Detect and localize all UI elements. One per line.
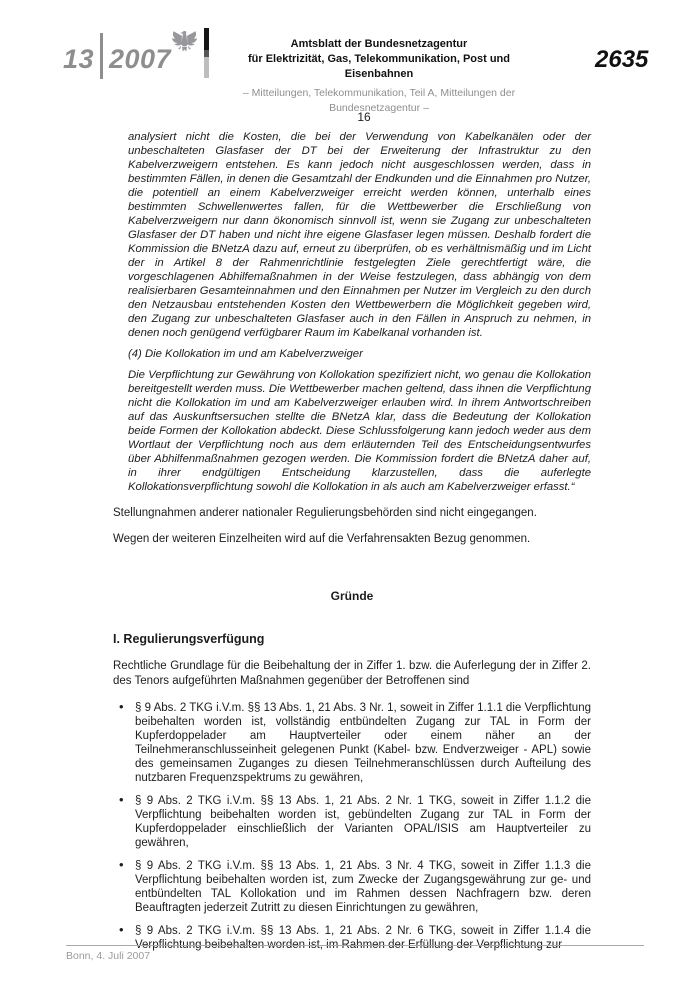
legal-basis-intro: Rechtliche Grundlage für die Beibehaltung der in Ziffer 1. bzw. die Auferlegung der in Ziffer 2. des Tenors aufgeführten Maßnahmen gegenüber der Betroffenen sind bbox=[113, 660, 591, 687]
subsection-heading-regulierungsverfuegung: I. Regulierungsverfügung bbox=[113, 632, 265, 646]
quoted-subheading: (4) Die Kollokation im und am Kabelverzweiger bbox=[128, 348, 363, 360]
section-heading-gruende: Gründe bbox=[330, 589, 374, 603]
running-page-code: 2635 bbox=[595, 46, 649, 73]
issue-year: 2007 bbox=[109, 44, 172, 74]
header-divider-bar bbox=[204, 28, 209, 78]
provision-item-4: • § 9 Abs. 2 TKG i.V.m. §§ 13 Abs. 1, 21 Abs. 2 Nr. 6 TKG, soweit in Ziffer 1.1.4 die Verpflichtung beibehalten worden ist, im Rahmen der Erfüllung der Verpflichtung zur bbox=[113, 924, 591, 952]
statement-other-regulators: Stellungnahmen anderer nationaler Regulierungsbehörden sind nicht eingegangen. bbox=[113, 507, 537, 519]
issue-number: 13 bbox=[63, 44, 95, 74]
provision-item-2: • § 9 Abs. 2 TKG i.V.m. §§ 13 Abs. 1, 21 Abs. 2 Nr. 1 TKG, soweit in Ziffer 1.1.2 die Verpflichtung beibehalten worden ist, gebündelten Zugang zur TAL in Form der Kupferdoppelader einschließlich der Varianten OPAL/ISIS am Hauptverteiler zu gewähren, bbox=[113, 794, 591, 850]
quoted-paragraph-1: analysiert nicht die Kosten, die bei der Verwendung von Kabelkanälen oder der unbeschalteten Glasfaser der DT bei der Erweiterung der Infrastruktur zu den Kabelverzweigern entstehen. Es kann jedoch nicht ausgeschlossen werden, dass in bestimmten Fällen, in denen die Gesamtzahl der Endkunden und die Einnahmen pro Nutzer, die potentiell an einem Kabelverzweiger erreicht werden können, unterhalb eines bestimmten Schwellenwertes fallen, für die Wettbewerber die Erschließung von Kabelverzweigern nur dann ökonomisch sinnvoll ist, wenn sie Zugang zur unbeschalteten Glasfaser der DT haben und nicht ihre eigene Glasfaser legen müssen. Deshalb fordert die Kommission die BNetzA dazu auf, erneut zu überprüfen, ob es verhältnismäßig und im Licht der in Artikel 8 der Rahmenrichtlinie festgelegten Ziele gerechtfertigt wäre, die vorgeschlagenen Abhilfemaßnahmen in der Weise festzulegen, dass abhängig von dem realisierbaren Gesamteinnahmen und den Einnahmen per Nutzer im Vergleich zu den durch den Netzausbau entstehenden Kosten den Wettbewerbern die Möglichkeit gegeben wird, den Zugang zur unbeschalteten Glasfaser auch in den Fällen in Anspruch zu nehmen, in denen noch genügend verfügbarer Raum im Kabelkanal vorhanden ist. bbox=[128, 131, 591, 339]
page-number: 16 bbox=[357, 110, 371, 124]
masthead-subtitle: für Elektrizität, Gas, Telekommunikation, Post und Eisenbahnen bbox=[247, 53, 510, 80]
masthead-title: Amtsblatt der Bundesnetzagentur bbox=[290, 38, 468, 50]
provision-item-3: • § 9 Abs. 2 TKG i.V.m. §§ 13 Abs. 1, 21 Abs. 3 Nr. 4 TKG, soweit in Ziffer 1.1.3 die Verpflichtung beibehalten worden ist, zum Zwecke der Zugangsgewährung zur ge- und entbündelten TAL Kollokation und im Rahmen dessen Nachfragern bzw. deren Beauftragten jederzeit Zutritt zu diesen Einrichtungen zu gewähren, bbox=[113, 859, 591, 915]
document-body bbox=[113, 130, 591, 961]
footer-divider bbox=[66, 945, 644, 946]
provision-item-1: • § 9 Abs. 2 TKG i.V.m. §§ 13 Abs. 1, 21 Abs. 3 Nr. 1, soweit in Ziffer 1.1.1 die Verpflichtung beibehalten worden ist, vollständig entbündelten Zugang zur TAL in Form der Kupferdoppelader am Hauptverteiler oder einem näher an der Teilnehmeranschlusseinheit gelegenen Punkt (Kabel- bzw. Endverzweiger - APL) sowie des gemeinsamen Zuganges zu diesen Teilnehmeranschlüssen durch Aufteilung des nutzbaren Frequenzspektrums zu gewähren, bbox=[113, 701, 591, 785]
legal-provisions-list bbox=[113, 701, 591, 952]
issue-divider bbox=[100, 33, 103, 79]
statement-case-files: Wegen der weiteren Einzelheiten wird auf die Verfahrensakten Bezug genommen. bbox=[113, 533, 531, 545]
footer-date: Bonn, 4. Juli 2007 bbox=[66, 950, 151, 962]
masthead-section-line: – Mitteilungen, Telekommunikation, Teil A, Mitteilungen der Bundesnetzagentur – bbox=[242, 87, 516, 114]
masthead bbox=[220, 37, 538, 116]
federal-eagle-icon bbox=[171, 29, 198, 57]
quoted-paragraph-2: Die Verpflichtung zur Gewährung von Kollokation spezifiziert nicht, wo genau die Kollokation bereitgestellt werden muss. Die Wettbewerber machen geltend, dass ihnen die Verpflichtung nicht die Kollokation im und am Kabelverzweiger erlauben wird. In ihrem Antwortschreiben auf das Auskunftsersuchen stellte die BNetzA klar, dass die Bedeutung der Kollokation beide Formen der Kollokation abdeckt. Diese Schlussfolgerung kann jedoch weder aus dem Wortlaut der Verpflichtung noch aus dem erläuternden Teil des Entscheidungsentwurfes über Abhilfenmaßnahmen gezogen werden. Die Kommission fordert die BNetzA daher auf, in ihrer endgültigen Entscheidung klarzustellen, dass die auferlegte Kollokationsverpflichtung sowohl die Kollokation in als auch am Kabelverzweiger erfasst.“ bbox=[128, 369, 591, 493]
